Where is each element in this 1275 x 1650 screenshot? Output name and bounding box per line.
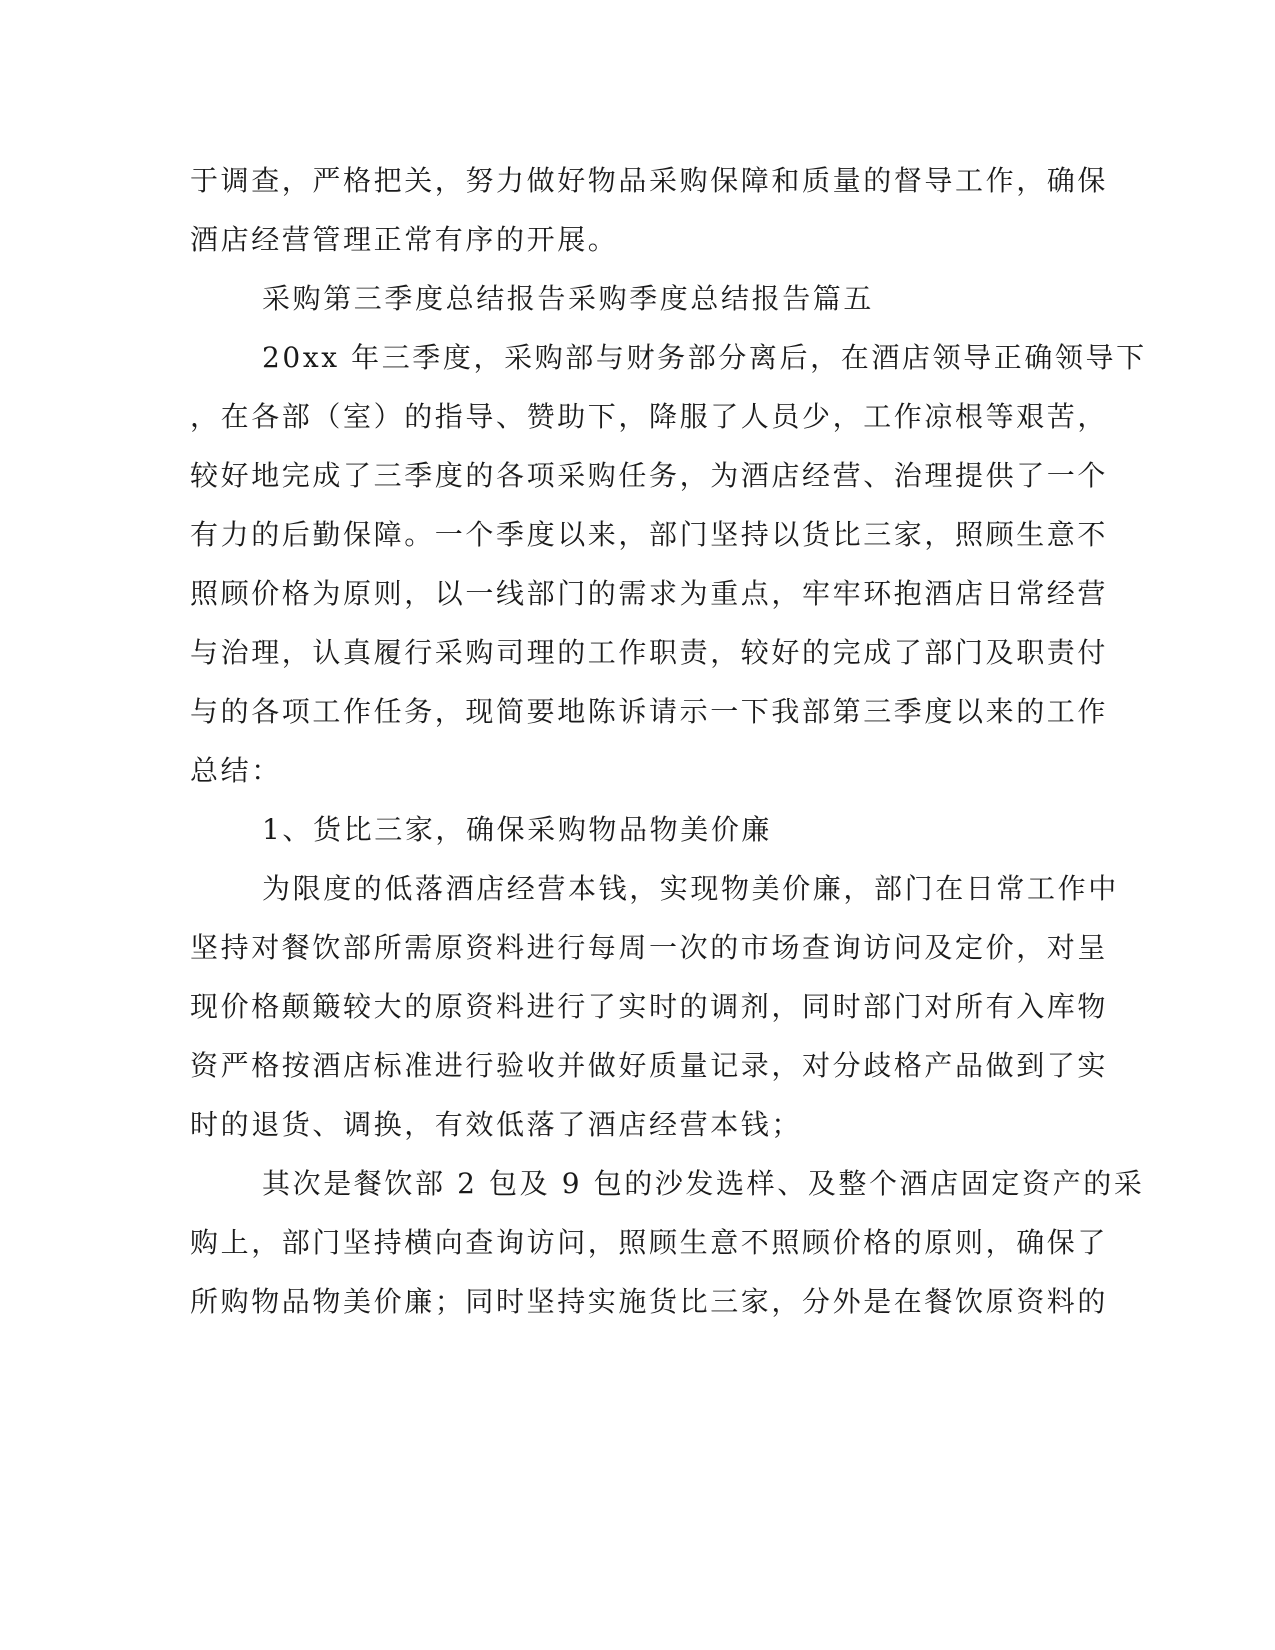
text-line: 与治理，认真履行采购司理的工作职责，较好的完成了部门及职责付 <box>190 636 1109 669</box>
numbered-heading: 1、货比三家，确保采购物品物美价廉 <box>262 813 773 846</box>
text-line: 所购物品物美价廉；同时坚持实施货比三家，分外是在餐饮原资料的 <box>190 1285 1109 1318</box>
text-line: 与的各项工作任务，现简要地陈诉请示一下我部第三季度以来的工作 <box>190 695 1109 728</box>
text-line: 时的退货、调换，有效低落了酒店经营本钱； <box>190 1108 803 1141</box>
text-line: 20xx 年三季度，采购部与财务部分离后，在酒店领导正确领导下 <box>262 341 1147 374</box>
text-line: 坚持对餐饮部所需原资料进行每周一次的市场查询访问及定价，对呈 <box>190 931 1109 964</box>
text-line: 为限度的低落酒店经营本钱，实现物美价廉，部门在日常工作中 <box>262 872 1119 905</box>
text-line: 于调查，严格把关，努力做好物品采购保障和质量的督导工作，确保 <box>190 164 1109 197</box>
text-line: 照顾价格为原则，以一线部门的需求为重点，牢牢环抱酒店日常经营 <box>190 577 1109 610</box>
text-line: 资严格按酒店标准进行验收并做好质量记录，对分歧格产品做到了实 <box>190 1049 1109 1082</box>
text-line: 酒店经营管理正常有序的开展。 <box>190 223 619 256</box>
text-line: 较好地完成了三季度的各项采购任务，为酒店经营、治理提供了一个 <box>190 459 1109 492</box>
text-line: ，在各部（室）的指导、赞助下，降服了人员少，工作凉根等艰苦， <box>190 400 1109 433</box>
text-line: 其次是餐饮部 2 包及 9 包的沙发选样、及整个酒店固定资产的采 <box>262 1167 1145 1200</box>
section-heading: 采购第三季度总结报告采购季度总结报告篇五 <box>262 282 875 315</box>
text-line: 有力的后勤保障。一个季度以来，部门坚持以货比三家，照顾生意不 <box>190 518 1109 551</box>
text-line: 总结： <box>190 754 282 787</box>
text-line: 现价格颠簸较大的原资料进行了实时的调剂，同时部门对所有入库物 <box>190 990 1109 1023</box>
text-line: 购上，部门坚持横向查询访问，照顾生意不照顾价格的原则，确保了 <box>190 1226 1109 1259</box>
